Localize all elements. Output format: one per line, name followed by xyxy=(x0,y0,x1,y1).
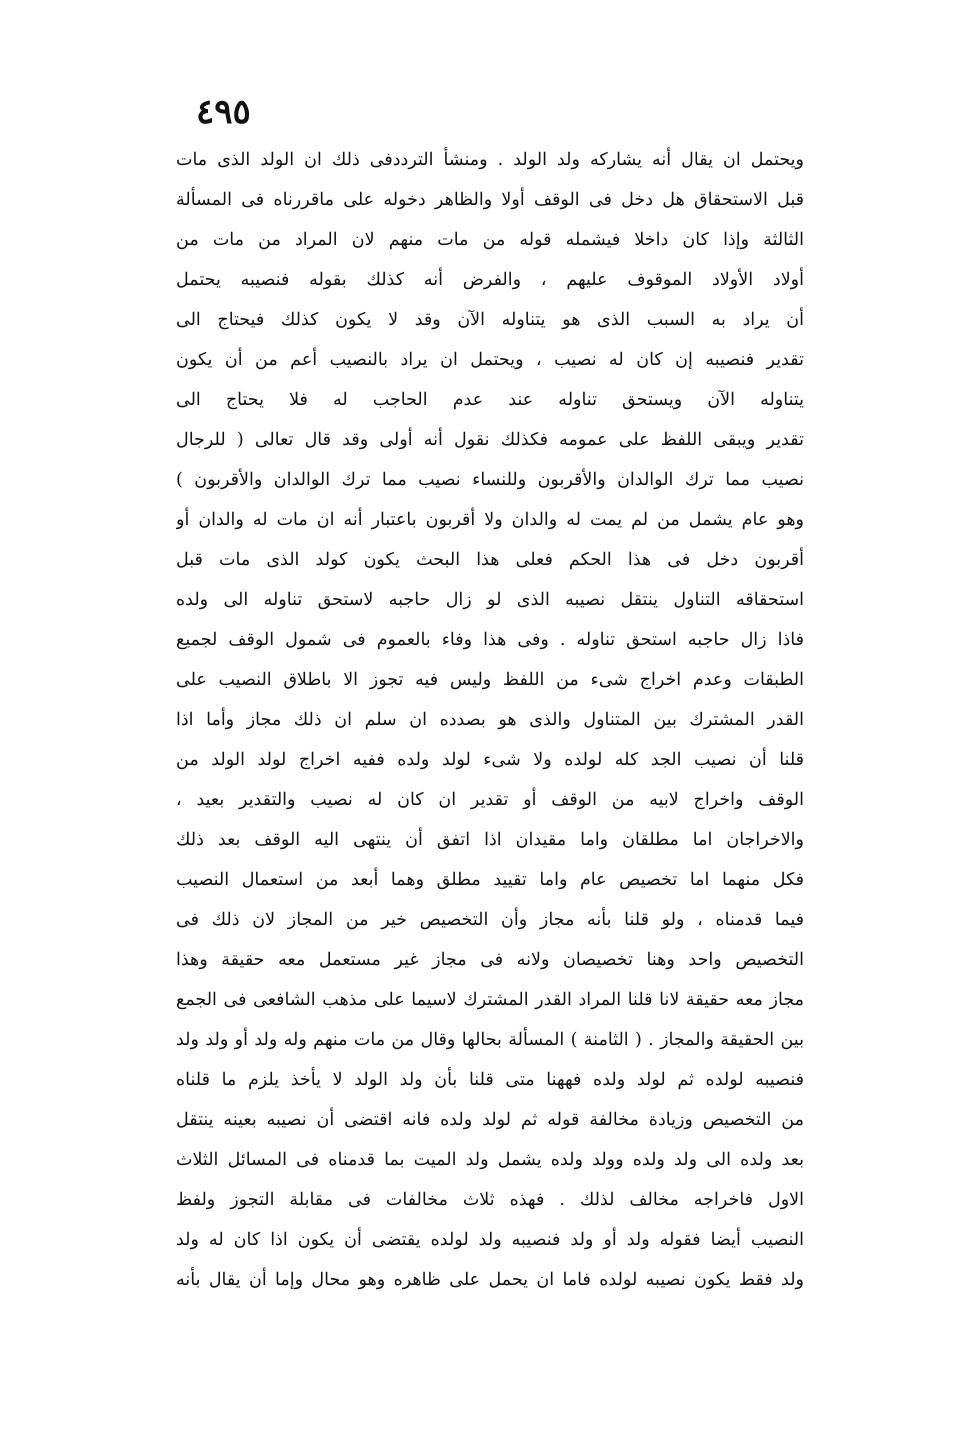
text-line: القدر المشترك بين المتناول والذى هو بصدده ان سلم ان ذلك مجاز وأما اذا xyxy=(176,710,804,730)
text-line: مجاز معه حقيقة لانا قلنا المراد القدر المشترك لاسيما على مذهب الشافعى فى الجمع xyxy=(176,990,804,1010)
text-line: قلنا أن نصيب الجد كله لولده ولا شىء لولد ولده ففيه اخراج لولد الولد من xyxy=(176,750,804,770)
text-line: نصيب مما ترك الوالدان والأقربون وللنساء نصيب مما ترك الوالدان والأقربون ) xyxy=(176,470,804,490)
text-line: بعد ولده الى ولد ولده وولد ولده يشمل ولد الميت بما قدمناه فى المسائل الثلاث xyxy=(176,1150,804,1170)
text-line: من التخصيص وزيادة مخالفة قوله ثم لولد ولده فانه اقتضى أن نصيبه بعينه ينتقل xyxy=(176,1110,804,1130)
text-line: الطبقات وعدم اخراج شىء من اللفظ وليس فيه تجوز الا باطلاق النصيب على xyxy=(176,670,804,690)
text-line: الثالثة وإذا كان داخلا فيشمله قوله من مات منهم لان المراد من مات من xyxy=(176,230,804,250)
text-line: فنصيبه لولده ثم لولد ولده فههنا متى قلنا بأن ولد الولد لا يأخذ يلزم ما قلناه xyxy=(176,1070,804,1090)
text-line: الوقف واخراج لابيه من الوقف أو تقدير ان كان له نصيب والتقدير بعيد ، xyxy=(176,790,804,810)
text-line: والاخراجان اما مطلقان واما مقيدان اذا اتفق أن ينتهى اليه الوقف بعد ذلك xyxy=(176,830,804,850)
text-line: تقدير فنصيبه إن كان له نصيب ، ويحتمل ان يراد بالنصيب أعم من أن يكون xyxy=(176,350,804,370)
text-line: فاذا زال حاجبه استحق تناوله . وفى هذا وفاء بالعموم فى شمول الوقف لجميع xyxy=(176,630,804,650)
text-line: ولد فقط يكون نصيبه لولده فاما ان يحمل على ظاهره وهو محال وإما أن يقال بأنه xyxy=(176,1270,804,1290)
text-line: أقربون دخل فى هذا الحكم فعلى هذا البحث يكون كولد الذى مات قبل xyxy=(176,550,804,570)
text-line: ويحتمل ان يقال أنه يشاركه ولد الولد . ومنشأ الترددفى ذلك ان الولد الذى مات xyxy=(176,150,804,170)
text-line: الاول فاخراجه مخالف لذلك . فهذه ثلاث مخالفات فى مقابلة التجوز ولفظ xyxy=(176,1190,804,1210)
text-line: التخصيص واحد وهنا تخصيصان ولانه فى مجاز غير مستعمل معه حقيقة وهذا xyxy=(176,950,804,970)
body-text xyxy=(176,140,804,1300)
page-number: ٤٩٥ xyxy=(196,92,251,132)
text-line: قبل الاستحقاق هل دخل فى الوقف أولا والظاهر دخوله على ماقررناه فى المسألة xyxy=(176,190,804,210)
text-line: فيما قدمناه ، ولو قلنا بأنه مجاز وأن التخصيص خير من المجاز لان ذلك فى xyxy=(176,910,804,930)
text-line: تقدير ويبقى اللفظ على عمومه فكذلك نقول أنه أولى وقد قال تعالى ( للرجال xyxy=(176,430,804,450)
text-line: يتناوله الآن ويستحق تناوله عند عدم الحاجب له فلا يحتاج الى xyxy=(176,390,804,410)
text-line: فكل منهما اما تخصيص عام واما تقييد مطلق وهما أبعد من استعمال النصيب xyxy=(176,870,804,890)
text-line: النصيب أيضا فقوله ولد أو ولد فنصيبه ولد لولده يقتضى أن يكون اذا كان له ولد xyxy=(176,1230,804,1250)
text-line: أن يراد به السبب الذى هو يتناوله الآن وقد لا يكون كذلك فيحتاج الى xyxy=(176,310,804,330)
text-line: وهو عام يشمل من لم يمت له والدان ولا أقربون باعتبار أنه ان مات له والدان أو xyxy=(176,510,804,530)
text-line: استحقاقه التناول ينتقل نصيبه الذى لو زال حاجبه لاستحق تناوله الى ولده xyxy=(176,590,804,610)
text-line: أولاد الأولاد الموقوف عليهم ، والفرض أنه كذلك بقوله فنصيبه يحتمل xyxy=(176,270,804,290)
text-line: بين الحقيقة والمجاز . ( الثامنة ) المسألة بحالها وقال من مات منهم وله ولد أو ولد ولد xyxy=(176,1030,804,1050)
